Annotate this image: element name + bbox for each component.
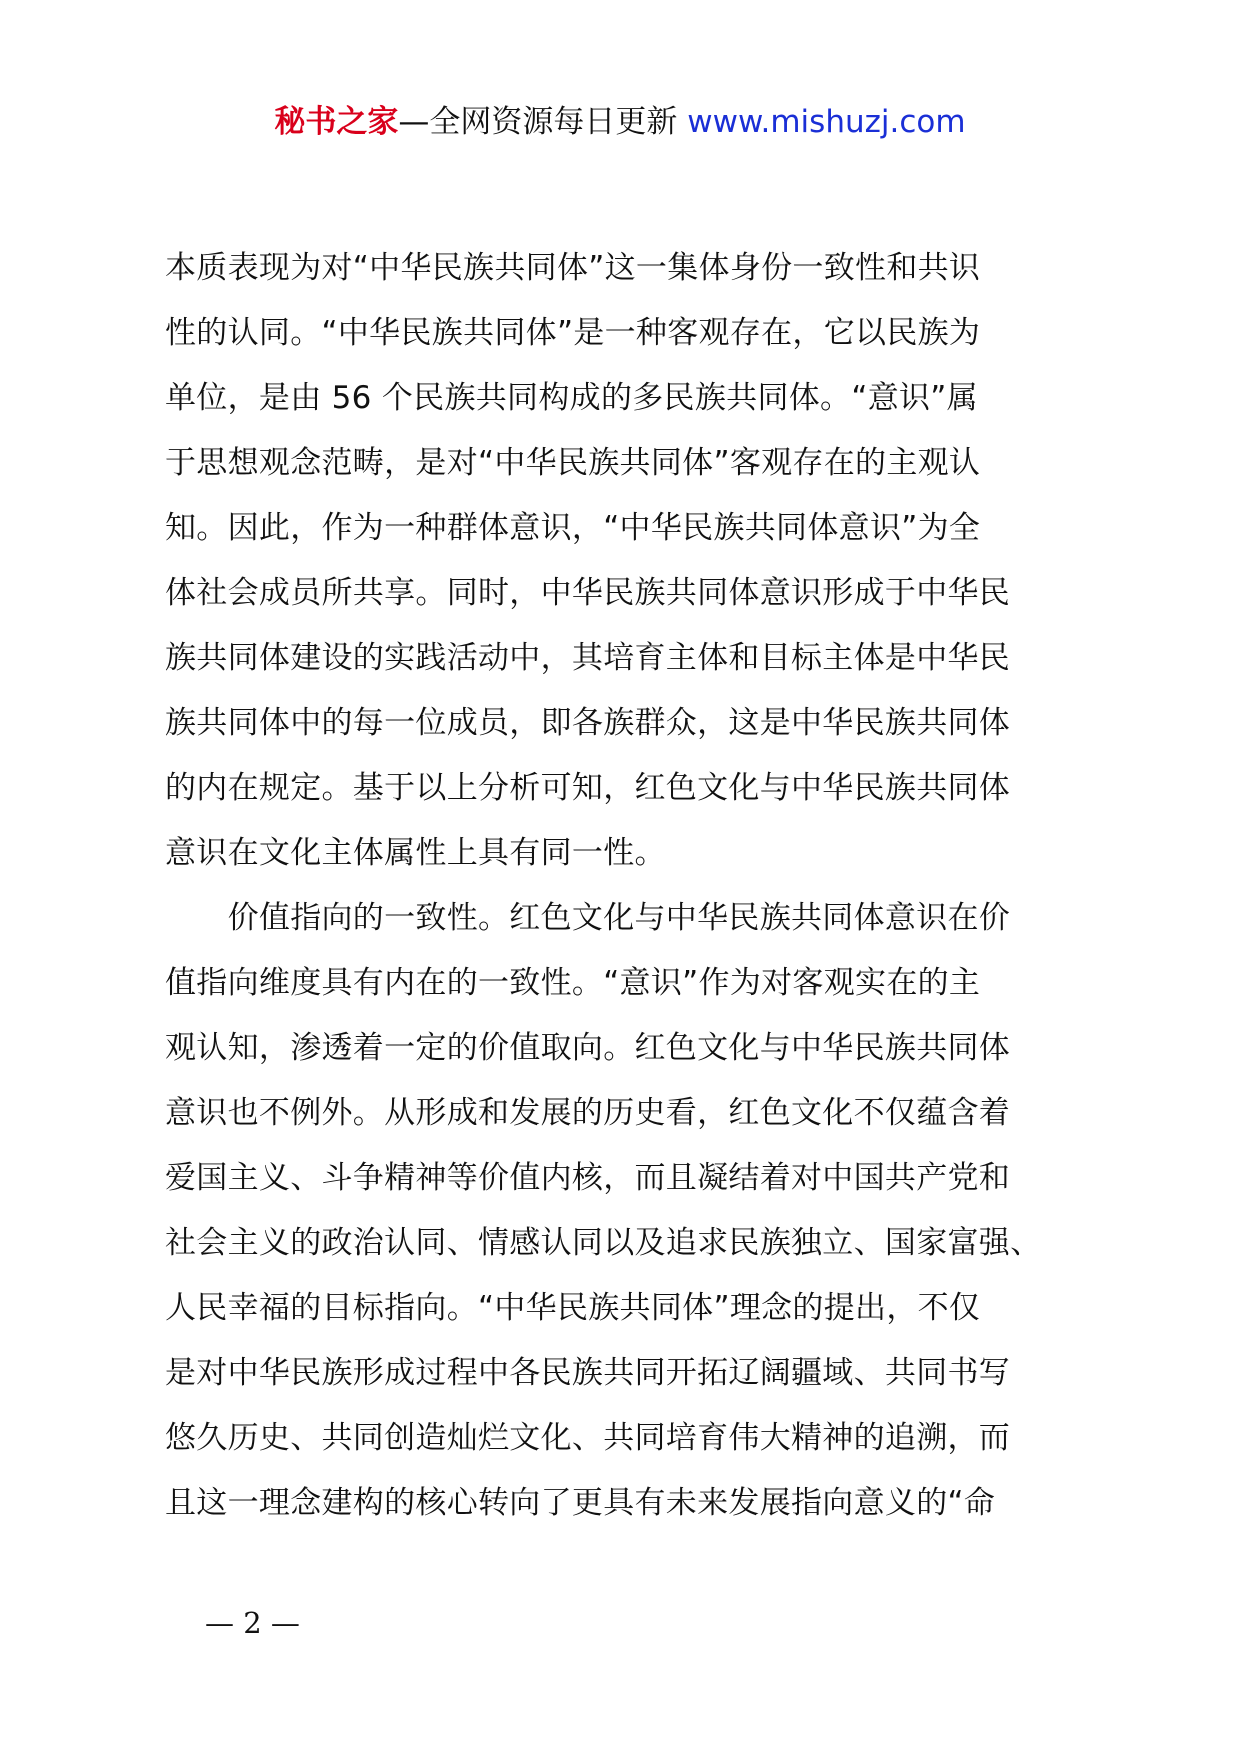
text-line: 且这一理念建构的核心转向了更具有未来发展指向意义的“命 [165,1485,996,1521]
text-line: 值指向维度具有内在的一致性。“意识”作为对客观实在的主 [165,965,981,1001]
text-line: 性的认同。“中华民族共同体”是一种客观存在，它以民族为 [165,315,981,351]
text-line: 族共同体中的每一位成员，即各族群众，这是中华民族共同体 [165,705,1011,741]
text-line: 知。因此，作为一种群体意识，“中华民族共同体意识”为全 [165,510,981,546]
site-tagline: —全网资源每日更新 [398,104,678,140]
page-number: — 2 — [205,1606,300,1640]
text-line: 族共同体建设的实践活动中，其培育主体和目标主体是中华民 [165,640,1011,676]
text-line: 体社会成员所共享。同时，中华民族共同体意识形成于中华民 [165,575,1011,611]
text-line: 爱国主义、斗争精神等价值内核，而且凝结着对中国共产党和 [165,1160,1011,1196]
text-line: 价值指向的一致性。红色文化与中华民族共同体意识在价 [165,900,1011,936]
text-line: 意识在文化主体属性上具有同一性。 [165,835,666,871]
text-line: 是对中华民族形成过程中各民族共同开拓辽阔疆域、共同书写 [165,1355,1011,1391]
site-header [0,100,1240,144]
text-line: 观认知，渗透着一定的价值取向。红色文化与中华民族共同体 [165,1030,1011,1066]
text-line: 人民幸福的目标指向。“中华民族共同体”理念的提出，不仅 [165,1290,981,1326]
text-line: 本质表现为对“中华民族共同体”这一集体身份一致性和共识 [165,250,981,286]
text-line: 悠久历史、共同创造灿烂文化、共同培育伟大精神的追溯，而 [165,1420,1011,1456]
text-line: 单位，是由 56 个民族共同构成的多民族共同体。“意识”属 [165,380,978,416]
text-line: 的内在规定。基于以上分析可知，红色文化与中华民族共同体 [165,770,1011,806]
text-line: 社会主义的政治认同、情感认同以及追求民族独立、国家富强、 [165,1225,1042,1261]
text-line: 于思想观念范畴，是对“中华民族共同体”客观存在的主观认 [165,445,981,481]
text-line: 意识也不例外。从形成和发展的历史看，红色文化不仅蕴含着 [165,1095,1011,1131]
document-body [165,236,1080,1536]
site-brand: 秘书之家 [274,104,399,140]
site-url[interactable]: www.mishuzj.com [687,104,966,140]
